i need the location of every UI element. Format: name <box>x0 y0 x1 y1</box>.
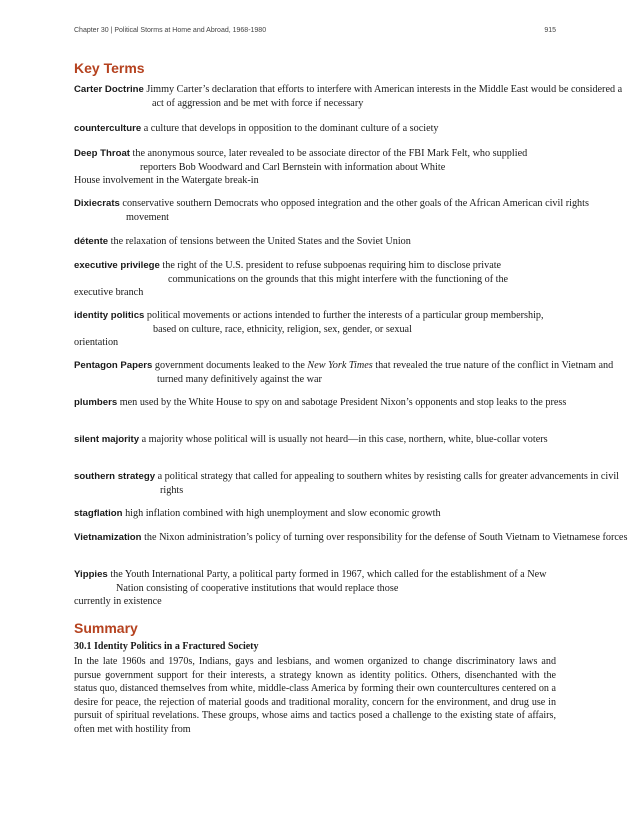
term-name: détente <box>74 236 109 247</box>
term-name: Carter Doctrine <box>74 84 144 95</box>
term-definition: the relaxation of tensions between the United States and the Soviet Union <box>110 236 411 247</box>
page-number: 915 <box>544 27 556 34</box>
term-entry <box>74 531 630 545</box>
term-name: Pentagon Papers <box>74 360 153 371</box>
term-entry <box>74 507 610 521</box>
chapter-title: Chapter 30 | Political Storms at Home and Abroad, 1968-1980 <box>74 27 267 34</box>
term-definition-continued: executive branch <box>74 287 144 298</box>
term-definition: the right of the U.S. president to refuse subpoenas requiring him to disclose private communications on the grounds that this might interfere with the functioning of the <box>162 260 509 285</box>
term-entry <box>74 83 630 110</box>
term-entry <box>74 259 556 300</box>
running-header <box>74 27 556 34</box>
term-entry <box>74 197 608 224</box>
term-definition-continued: orientation <box>74 337 119 348</box>
term-definition-continued: currently in existence <box>74 596 162 607</box>
term-name: Dixiecrats <box>74 198 120 209</box>
term-definition: political movements or actions intended to further the interests of a particular group membership, based on culture, race, ethnicity, religion, sex, gender, or sexual <box>146 310 544 335</box>
term-entry <box>74 122 630 136</box>
term-definition: high inflation combined with high unemployment and slow economic growth <box>125 508 441 519</box>
term-entry <box>74 359 630 386</box>
term-definition: the Youth International Party, a political party formed in 1967, which called for the establishment of a New Nation consisting of cooperative institutions that would replace those <box>110 569 547 594</box>
term-name: Vietnamization <box>74 532 142 543</box>
term-name: Yippies <box>74 569 108 580</box>
term-name: plumbers <box>74 397 118 408</box>
term-name: counterculture <box>74 123 142 134</box>
term-definition: a political strategy that called for appealing to southern whites by resisting calls for greater advancements in civil rights <box>157 471 619 496</box>
summary-paragraph: In the late 1960s and 1970s, Indians, gays and lesbians, and women organized to change discriminatory laws and pursue government support for their interests, a strategy known as identity politics. Others, disenchanted with the status quo, distanced themselves from white, middle-class America by forming their own countercultures centered on a desire for peace, the rejection of material goods and traditional morality, concern for the environment, and drug use in pursuit of spiritual revelations. These groups, whose aims and tactics posed a challenge to the existing state of affairs, often met with hostility from <box>74 656 556 735</box>
term-definition: government documents leaked to the New York Times that revealed the true nature of the conflict in Vietnam and turned many definitively against the war <box>154 360 614 385</box>
term-name: executive privilege <box>74 260 160 271</box>
term-name: identity politics <box>74 310 145 321</box>
term-entry <box>74 568 556 609</box>
term-entry <box>74 309 556 350</box>
term-definition: a culture that develops in opposition to the dominant culture of a society <box>143 123 439 134</box>
term-entry <box>74 433 629 447</box>
term-name: stagflation <box>74 508 123 519</box>
term-name: Deep Throat <box>74 148 130 159</box>
term-name: southern strategy <box>74 471 156 482</box>
term-definition: Jimmy Carter’s declaration that efforts to interfere with American interests in the Middle East would be considered a act of aggression and be met with force if necessary <box>146 84 623 109</box>
summary-subheading: 30.1 Identity Politics in a Fractured Society <box>74 641 259 652</box>
key-terms-heading: Key Terms <box>74 60 145 76</box>
term-definition: conservative southern Democrats who opposed integration and the other goals of the African American civil rights movement <box>122 198 589 223</box>
term-name: silent majority <box>74 434 140 445</box>
term-definition-continued: House involvement in the Watergate break-in <box>74 175 259 186</box>
term-definition: a majority whose political will is usually not heard—in this case, northern, white, blue-collar voters <box>141 434 548 445</box>
term-entry <box>74 147 556 188</box>
term-entry <box>74 396 605 410</box>
term-definition: the anonymous source, later revealed to be associate director of the FBI Mark Felt, who supplied reporters Bob Woodward and Carl Bernstein with information about White <box>132 148 528 173</box>
term-definition: the Nixon administration’s policy of turning over responsibility for the defense of South Vietnam to Vietnamese forces <box>144 532 628 543</box>
term-entry <box>74 235 596 249</box>
term-entry <box>74 470 630 497</box>
summary-heading: Summary <box>74 620 138 636</box>
term-definition: men used by the White House to spy on and sabotage President Nixon’s opponents and stop leaks to the press <box>119 397 567 408</box>
publication-title: New York Times <box>307 360 373 371</box>
